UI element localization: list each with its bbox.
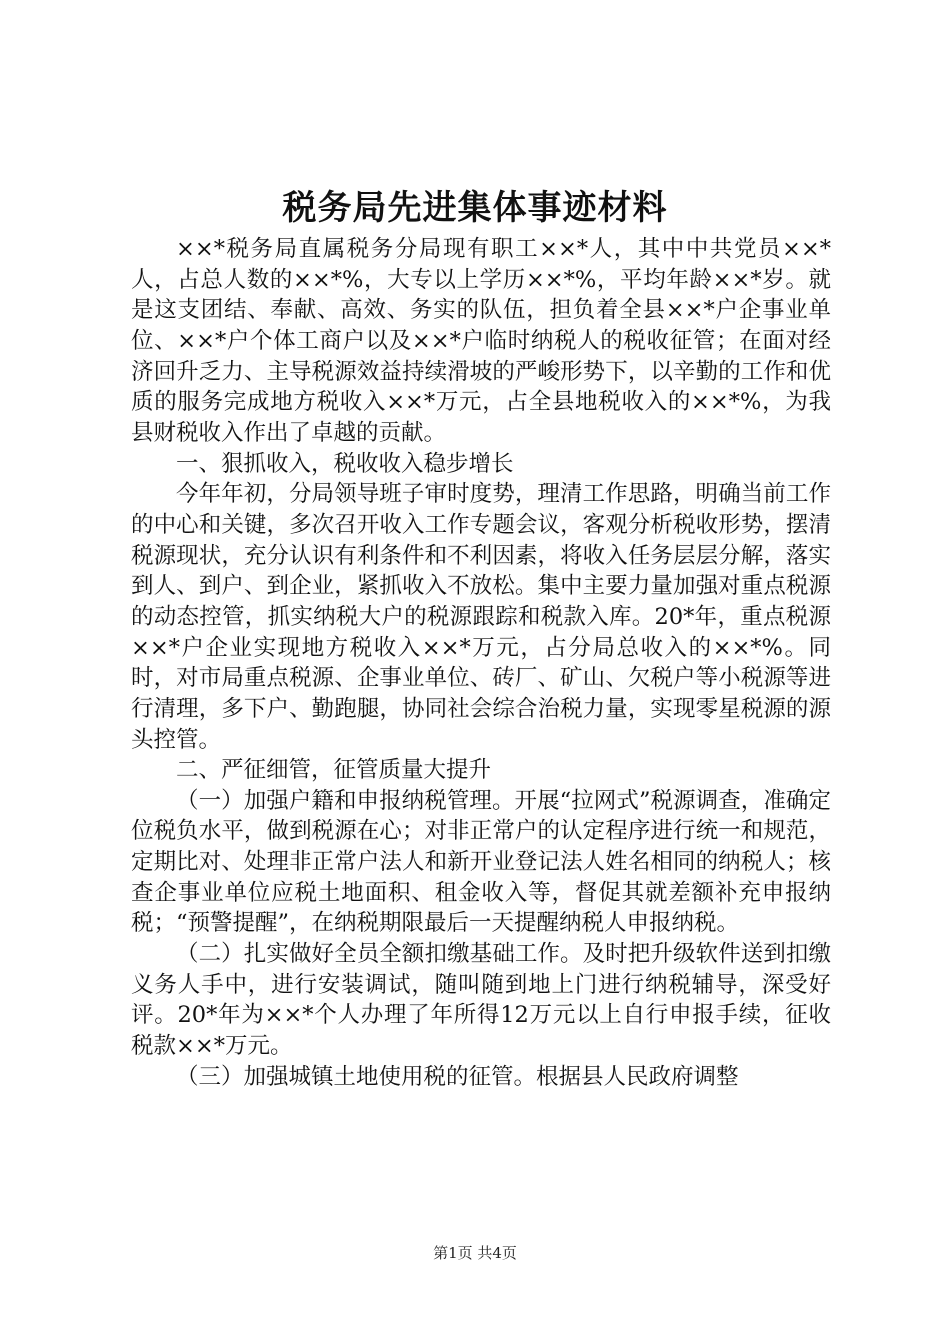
section-heading-2: 二、严征细管，征管质量大提升 [176, 757, 492, 784]
paragraph-subsection-2: （二）扎实做好全员全额扣缴基础工作。及时把升级软件送到扣缴义务人手中，进行安装调试，随叫随到地上门进行纳税辅导，深受好评。20*年为××*个人办理了年所得12万元以上自行申报手续，征收税款××*万元。 [131, 941, 831, 1060]
page-number-footer: 第1页 共4页 [433, 1244, 517, 1262]
document-body [131, 234, 831, 1092]
section-heading-1: 一、狠抓收入，税收收入稳步增长 [176, 450, 514, 477]
paragraph-subsection-3: （三）加强城镇土地使用税的征管。根据县人民政府调整 [176, 1063, 739, 1090]
paragraph-subsection-1: （一）加强户籍和申报纳税管理。开展“拉网式”税源调查，准确定位税负水平，做到税源在心；对非正常户的认定程序进行统一和规范，定期比对、处理非正常户法人和新开业登记法人姓名相同的纳税人；核查企事业单位应税土地面积、租金收入等，督促其就差额补充申报纳税；“预警提醒”，在纳税期限最后一天提醒纳税人申报纳税。 [131, 787, 831, 937]
paragraph-section-1: 今年年初，分局领导班子审时度势，理清工作思路，明确当前工作的中心和关键，多次召开收入工作专题会议，客观分析税收形势，摆清税源现状，充分认识有利条件和不利因素，将收入任务层层分解，落实到人、到户、到企业，紧抓收入不放松。集中主要力量加强对重点税源的动态控管，抓实纳税大户的税源跟踪和税款入库。20*年，重点税源××*户企业实现地方税收入××*万元，占分局总收入的××*%。同时，对市局重点税源、企事业单位、砖厂、矿山、欠税户等小税源等进行清理，多下户、勤跑腿，协同社会综合治税力量，实现零星税源的源头控管。 [131, 481, 831, 753]
paragraph-intro: ××*税务局直属税务分局现有职工××*人，其中中共党员××*人，占总人数的××*%，大专以上学历××*%，平均年龄××*岁。就是这支团结、奉献、高效、务实的队伍，担负着全县××*户企事业单位、××*户个体工商户以及××*户临时纳税人的税收征管；在面对经济回升乏力、主导税源效益持续滑坡的严峻形势下，以辛勤的工作和优质的服务完成地方税收入××*万元，占全县地税收入的××*%，为我县财税收入作出了卓越的贡献。 [131, 236, 831, 446]
document-title: 税务局先进集体事迹材料 [282, 188, 668, 228]
